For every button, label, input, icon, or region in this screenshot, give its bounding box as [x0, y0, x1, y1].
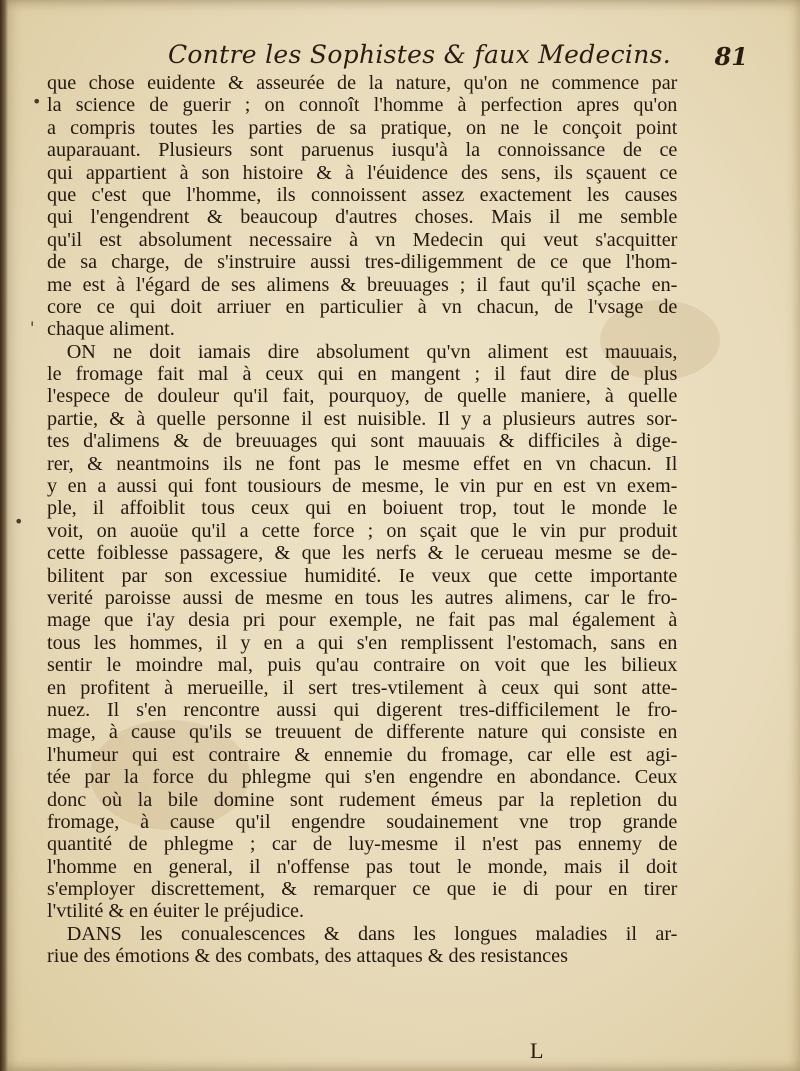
text-line: l'vtilité & en éuiter le préjudice. [47, 900, 305, 923]
text-line: fromage, à cause qu'il engendre soudainement vne trop grande [47, 810, 678, 833]
text-line: verité paroisse aussi de mesme en tous les autres alimens, car le fro- [47, 586, 678, 609]
text-line: tes d'alimens & de breuuages qui sont mauuais & difficiles à dige- [47, 430, 678, 453]
margin-mark: • [32, 92, 42, 111]
text-line: de sa charge, de s'instruire aussi tres-diligemment de ce que l'hom- [47, 251, 678, 274]
text-line: la science de guerir ; on connoît l'homme à perfection apres qu'on [47, 94, 678, 117]
margin-mark: ' [30, 318, 35, 337]
text-line: ple, il affoiblit tous ceux qui en boiuent trop, tout le monde le [47, 497, 678, 520]
text-line: chaque aliment. [47, 318, 175, 341]
text-line: l'espece de douleur qu'il fait, pourquoy, de quelle maniere, à quelle [47, 385, 678, 408]
text-line: voit, on auoüe qu'il a cette force ; on sçait que le vin pur produit [47, 519, 678, 542]
text-line: qui appartient à son histoire & à l'éuidence des sens, ils sçauent ce [47, 161, 678, 184]
text-line: s'employer discrettement, & remarquer ce que ie di pour en tirer [47, 878, 678, 901]
text-line: l'humeur qui est contraire & ennemie du fromage, car elle est agi- [47, 743, 678, 766]
text-line: cette foiblesse passagere, & que les nerfs & le cerueau mesme se de- [47, 542, 678, 565]
text-line: en profitent à merueille, il sert tres-vtilement à ceux qui sont atte- [47, 676, 678, 699]
text-line: y en a aussi qui font tousiours de mesme, le vin pur en est vn exem- [47, 475, 678, 498]
text-line: tée par la force du phlegme qui s'en engendre en abondance. Ceux [47, 766, 678, 789]
book-spine-shadow [0, 0, 8, 1071]
text-line: bilitent par son excessiue humidité. Ie veux que cette importante [47, 564, 678, 587]
text-line: que chose euidente & asseurée de la nature, qu'on ne commence par [47, 72, 678, 94]
margin-mark: • [14, 512, 24, 531]
text-line: mage que i'ay desia pri pour exemple, ne fait pas mal également à [47, 609, 678, 632]
text-line: sentir le moindre mal, puis qu'au contraire on voit que les bilieux [47, 654, 678, 677]
text-line: donc où la bile domine sont rudement émeus par la repletion du [47, 788, 678, 811]
page-number: 81 [714, 42, 748, 71]
text-line: ON ne doit iamais dire absolument qu'vn aliment est mauuais, [66, 340, 678, 363]
text-line: mage, à cause qu'ils se treuuent de differente nature qui consiste en [47, 721, 678, 744]
text-line: nuez. Il s'en rencontre aussi qui digerent tres-difficilement le fro- [47, 698, 678, 721]
text-line: riue des émotions & des combats, des attaques & des resistances [47, 945, 568, 968]
text-line: qui l'engendrent & beaucoup d'autres choses. Mais il me semble [47, 206, 678, 229]
signature-mark: L [530, 1038, 544, 1063]
text-line: l'homme en general, il n'offense pas tout le monde, mais il doit [47, 855, 678, 878]
text-line: partie, & à quelle personne il est nuisible. Il y a plusieurs autres sor- [47, 407, 678, 430]
text-line: a compris toutes les parties de sa pratique, on ne le conçoit point [47, 116, 678, 139]
text-line: le fromage fait mal à ceux qui en mangent ; il faut dire de plus [47, 363, 678, 386]
text-line: que c'est que l'homme, ils connoissent assez exactement les causes [47, 183, 678, 206]
text-line: core ce qui doit arriuer en particulier à vn chacun, de l'vsage de [47, 295, 678, 318]
text-line: DANS les conualescences & dans les longues maladies il ar- [66, 922, 678, 945]
text-line: auparauant. Plusieurs sont paruenus iusqu'à la connoissance de ce [47, 139, 678, 162]
text-line: rer, & neantmoins ils ne font pas le mesme effet en vn chacun. Il [47, 452, 678, 475]
text-line: tous les hommes, il y en a qui s'en remplissent l'estomach, sans en [47, 631, 678, 654]
text-line: quantité de phlegme ; car de luy-mesme il n'est pas ennemy de [47, 833, 678, 856]
running-head: Contre les Sophistes & faux Medecins. [168, 40, 671, 69]
body-text [47, 72, 678, 968]
text-line: me est à l'égard de ses alimens & breuuages ; il faut qu'il sçache en- [47, 273, 678, 296]
text-line: qu'il est absolument necessaire à vn Medecin qui veut s'acquitter [47, 228, 678, 251]
